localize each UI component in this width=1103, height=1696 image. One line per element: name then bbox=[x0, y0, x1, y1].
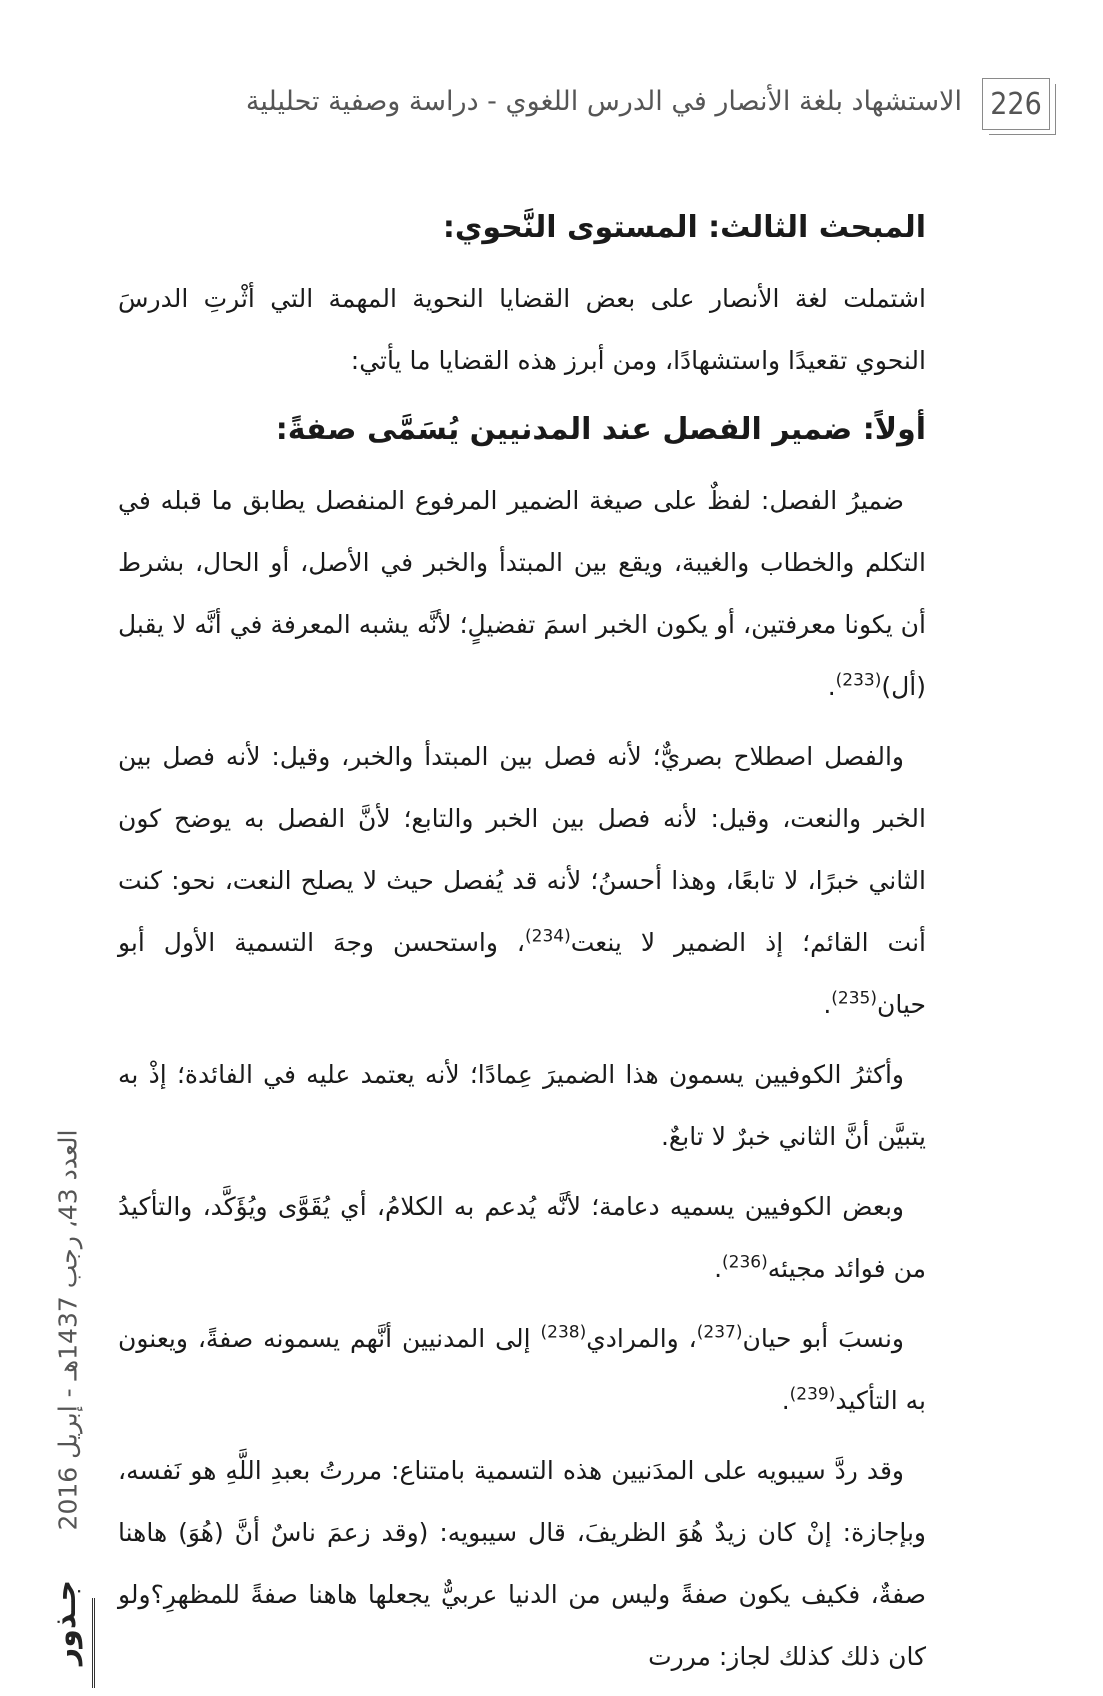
running-title: الاستشهاد بلغة الأنصار في الدرس اللغوي - دراسة وصفية تحليلية bbox=[245, 86, 962, 117]
paragraph-tail: . bbox=[714, 1254, 723, 1283]
paragraph-tail: . bbox=[823, 990, 832, 1019]
paragraph-tail: ، واستحسن وجهَ التسمية الأول أبو حيان bbox=[118, 928, 926, 1019]
footnote-ref[interactable]: (234) bbox=[525, 926, 571, 947]
journal-logo bbox=[36, 1579, 96, 1665]
paragraph-3 bbox=[118, 1044, 926, 1168]
paragraph-2 bbox=[118, 726, 926, 1036]
page-header bbox=[120, 78, 1050, 138]
paragraph-6 bbox=[118, 1440, 926, 1688]
page-number: 226 bbox=[982, 78, 1050, 130]
footnote-ref[interactable]: (233) bbox=[835, 670, 882, 691]
issue-text: العدد 43، رجب 1437هـ - إبريل 2016 bbox=[53, 1129, 83, 1531]
paragraph-text: والفصل اصطلاح بصريٌّ؛ لأنه فصل بين المبتدأ والخبر، وقيل: لأنه فصل بين الخبر والنعت، وقيل: لأنه فصل بين الخبر والتابع؛ لأنَّ الفصل به يوضح كون الثاني خبرًا، لا تابعًا، وهذا أحسنُ؛ لأنه قد يُفصل حيث لا يصلح النعت، نحو: كنت أنت القائم؛ إذ الضمير لا ينعت bbox=[118, 742, 926, 957]
paragraph-tail: ، والمرادي bbox=[586, 1324, 697, 1353]
paragraph-text: وبعض الكوفيين يسميه دعامة؛ لأنَّه يُدعم به الكلامُ، أي يُقَوَّى ويُؤَكَّد، والتأكيدُ من فوائد مجيئه bbox=[118, 1192, 926, 1283]
paragraph-tail: . bbox=[827, 672, 836, 701]
paragraph-5 bbox=[118, 1308, 926, 1432]
side-issue-info bbox=[40, 1050, 96, 1610]
footnote-ref[interactable]: (236) bbox=[722, 1252, 768, 1273]
footnote-ref[interactable]: (235) bbox=[831, 988, 878, 1009]
intro-paragraph: اشتملت لغة الأنصار على بعض القضايا النحوية المهمة التي أثْرتِ الدرسَ النحوي تقعيدًا واستشهادًا، ومن أبرز هذه القضايا ما يأتي: bbox=[118, 284, 926, 375]
body-content bbox=[118, 198, 926, 1696]
footnote-ref[interactable]: (238) bbox=[540, 1322, 587, 1343]
footnote-ref[interactable]: (237) bbox=[696, 1322, 743, 1343]
paragraph-1 bbox=[118, 470, 926, 718]
paragraph-tail: إلى المدنيين أنَّهم يسمونه صفةً، ويعنون به التأكيد bbox=[118, 1324, 926, 1415]
paragraph-text: ونسبَ أبو حيان bbox=[742, 1324, 905, 1353]
paragraph-text: وقد ردَّ سيبويه على المدَنيين هذه التسمية بامتناع: مررتُ بعبدِ اللَّهِ هو نَفسه، وبإجازة: إنْ كان زيدٌ هُوَ الظريفَ، قال سيبويه: (وقد زعمَ ناسٌ أنَّ (هُوَ) هاهنا صفةٌ، فكيف يكون صفةً وليس من الدنيا عربيٌّ يجعلها هاهنا صفةً للمظهرِ؟ولو كان ذلك كذلك لجاز: مررت bbox=[118, 1456, 926, 1671]
footnote-ref[interactable]: (239) bbox=[789, 1384, 836, 1405]
paragraph-tail: . bbox=[781, 1386, 790, 1415]
subsection-title: أولاً: ضمير الفصل عند المدنيين يُسَمَّى صفةً: bbox=[275, 412, 926, 447]
paragraph-text: ضميرُ الفصل: لفظٌ على صيغة الضمير المرفوع المنفصل يطابق ما قبله في التكلم والخطاب والغيبة، ويقع بين المبتدأ والخبر في الأصل، أو الحال، بشرط أن يكونا معرفتين، أو يكون الخبر اسمَ تفضيلٍ؛ لأنَّه يشبه المعرفة في أنَّه لا يقبل (أل) bbox=[118, 486, 926, 701]
journal-name: جـذور bbox=[48, 1579, 84, 1665]
paragraph-4 bbox=[118, 1176, 926, 1300]
paragraph-text: وأكثرُ الكوفيين يسمون هذا الضميرَ عِمادًا؛ لأنه يعتمد عليه في الفائدة؛ إذْ به يتبيَّن أنَّ الثاني خبرٌ لا تابعٌ. bbox=[118, 1060, 926, 1151]
section-title: المبحث الثالث: المستوى النَّحوي: bbox=[442, 210, 926, 245]
